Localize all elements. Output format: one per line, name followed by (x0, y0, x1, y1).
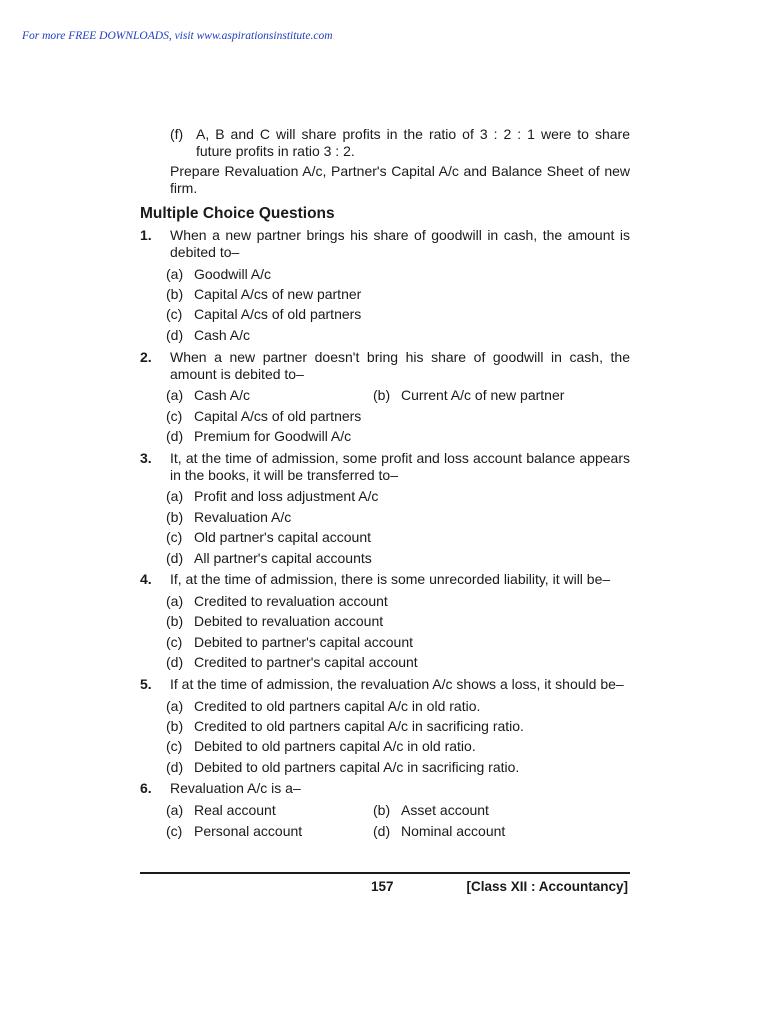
option (166, 305, 630, 325)
option (166, 426, 630, 446)
option-label: (a) (166, 592, 184, 609)
option (166, 325, 630, 345)
intro-item-f (140, 126, 630, 160)
question-2 (140, 349, 630, 383)
option-text: Capital A/cs of new partner (194, 286, 362, 303)
section-heading: Multiple Choice Questions (140, 205, 335, 222)
option-text: Credited to old partners capital A/c in sacrificing ratio. (194, 717, 524, 734)
option (166, 757, 630, 777)
option-text: Nominal account (401, 822, 506, 839)
option-label: (a) (166, 697, 184, 714)
intro-item-label: (f) (170, 126, 184, 142)
download-link[interactable]: For more FREE DOWNLOADS, visit www.aspirationsinstitute.com (22, 30, 333, 42)
option-label: (b) (166, 286, 184, 303)
option-label: (c) (166, 822, 183, 839)
intro-item-text: A, B and C will share profits in the ratio of 3 : 2 : 1 were to share future profits in ratio 3 : 2. (196, 126, 630, 159)
option (166, 632, 630, 652)
question-5-options (166, 696, 630, 778)
option-text: Current A/c of new partner (401, 387, 565, 404)
question-4 (140, 571, 630, 588)
question-2-options (166, 386, 630, 447)
option-text: Debited to partner's capital account (194, 633, 414, 650)
option-label: (d) (166, 428, 184, 445)
option (166, 612, 630, 632)
option-text: Asset account (401, 802, 489, 819)
page-content (140, 126, 630, 841)
option-label: (c) (166, 306, 183, 323)
question-6-options (166, 800, 630, 841)
option (373, 823, 580, 840)
question-1-options (166, 264, 630, 346)
option-text: Personal account (194, 822, 303, 839)
option-text: Debited to old partners capital A/c in old ratio. (194, 738, 476, 755)
option-text: Revaluation A/c (194, 508, 292, 525)
question-number: 3. (140, 449, 152, 466)
option (166, 652, 630, 672)
option (166, 548, 630, 568)
option-text: Credited to revaluation account (194, 592, 388, 609)
option (166, 716, 630, 736)
question-text: If at the time of admission, the revaluation A/c shows a loss, it should be– (170, 675, 624, 692)
option-text: Debited to old partners capital A/c in sacrificing ratio. (194, 758, 520, 775)
option-text: Debited to revaluation account (194, 613, 384, 630)
option (166, 387, 373, 404)
option (166, 591, 630, 611)
question-6 (140, 780, 630, 797)
question-text: Revaluation A/c is a– (170, 780, 301, 797)
option-row (166, 821, 630, 841)
question-3-options (166, 487, 630, 569)
option (166, 406, 630, 426)
option-label: (a) (166, 387, 184, 404)
option-text: All partner's capital accounts (194, 549, 372, 566)
option-text: Cash A/c (194, 387, 251, 404)
question-number: 4. (140, 571, 152, 588)
question-text: If, at the time of admission, there is some unrecorded liability, it will be– (170, 571, 611, 588)
page-number: 157 (371, 879, 394, 894)
option-row (166, 386, 630, 406)
option-text: Goodwill A/c (194, 265, 272, 282)
question-number: 1. (140, 227, 152, 243)
option-text: Old partner's capital account (194, 529, 371, 546)
option-text: Capital A/cs of old partners (194, 407, 362, 424)
option-label: (d) (166, 654, 184, 671)
option-label: (c) (166, 633, 183, 650)
option-label: (d) (166, 758, 184, 775)
option-text: Cash A/c (194, 326, 251, 343)
question-number: 6. (140, 780, 152, 797)
option-label: (b) (166, 508, 184, 525)
footer-divider (140, 872, 630, 874)
question-text: It, at the time of admission, some profit and loss account balance appears in the books, it will be transferred to– (170, 449, 630, 483)
option-label: (a) (166, 265, 184, 282)
option-label: (b) (166, 613, 184, 630)
option-label: (d) (166, 549, 184, 566)
option-label: (d) (166, 326, 184, 343)
option (166, 737, 630, 757)
option-label: (c) (166, 529, 183, 546)
question-1 (140, 227, 630, 261)
option (166, 802, 373, 819)
question-4-options (166, 591, 630, 673)
option-text: Premium for Goodwill A/c (194, 428, 352, 445)
question-text: When a new partner doesn't bring his share of goodwill in cash, the amount is debited to– (170, 348, 630, 382)
question-number: 5. (140, 675, 152, 692)
option (166, 284, 630, 304)
option (166, 696, 630, 716)
class-label: [Class XII : Accountancy] (466, 879, 628, 894)
option-text: Credited to old partners capital A/c in old ratio. (194, 697, 481, 714)
option-row (166, 800, 630, 820)
option (373, 802, 580, 819)
option-label: (b) (373, 387, 391, 404)
option-label: (b) (166, 717, 184, 734)
option-label: (b) (373, 802, 391, 819)
option (166, 487, 630, 507)
option-text: Profit and loss adjustment A/c (194, 488, 379, 505)
option-label: (c) (166, 407, 183, 424)
option-label: (a) (166, 802, 184, 819)
option-text: Capital A/cs of old partners (194, 306, 362, 323)
option-label: (a) (166, 488, 184, 505)
intro-instruction: Prepare Revaluation A/c, Partner's Capital A/c and Balance Sheet of new firm. (170, 163, 630, 196)
option-text: Credited to partner's capital account (194, 654, 418, 671)
option-label: (d) (373, 822, 391, 839)
option (166, 264, 630, 284)
option (166, 528, 630, 548)
question-number: 2. (140, 348, 152, 365)
option (166, 823, 373, 840)
question-5 (140, 676, 630, 693)
option-text: Real account (194, 802, 276, 819)
option (373, 387, 580, 404)
question-3 (140, 450, 630, 484)
option-label: (c) (166, 738, 183, 755)
question-text: When a new partner brings his share of goodwill in cash, the amount is debited to– (170, 227, 630, 260)
option (166, 507, 630, 527)
